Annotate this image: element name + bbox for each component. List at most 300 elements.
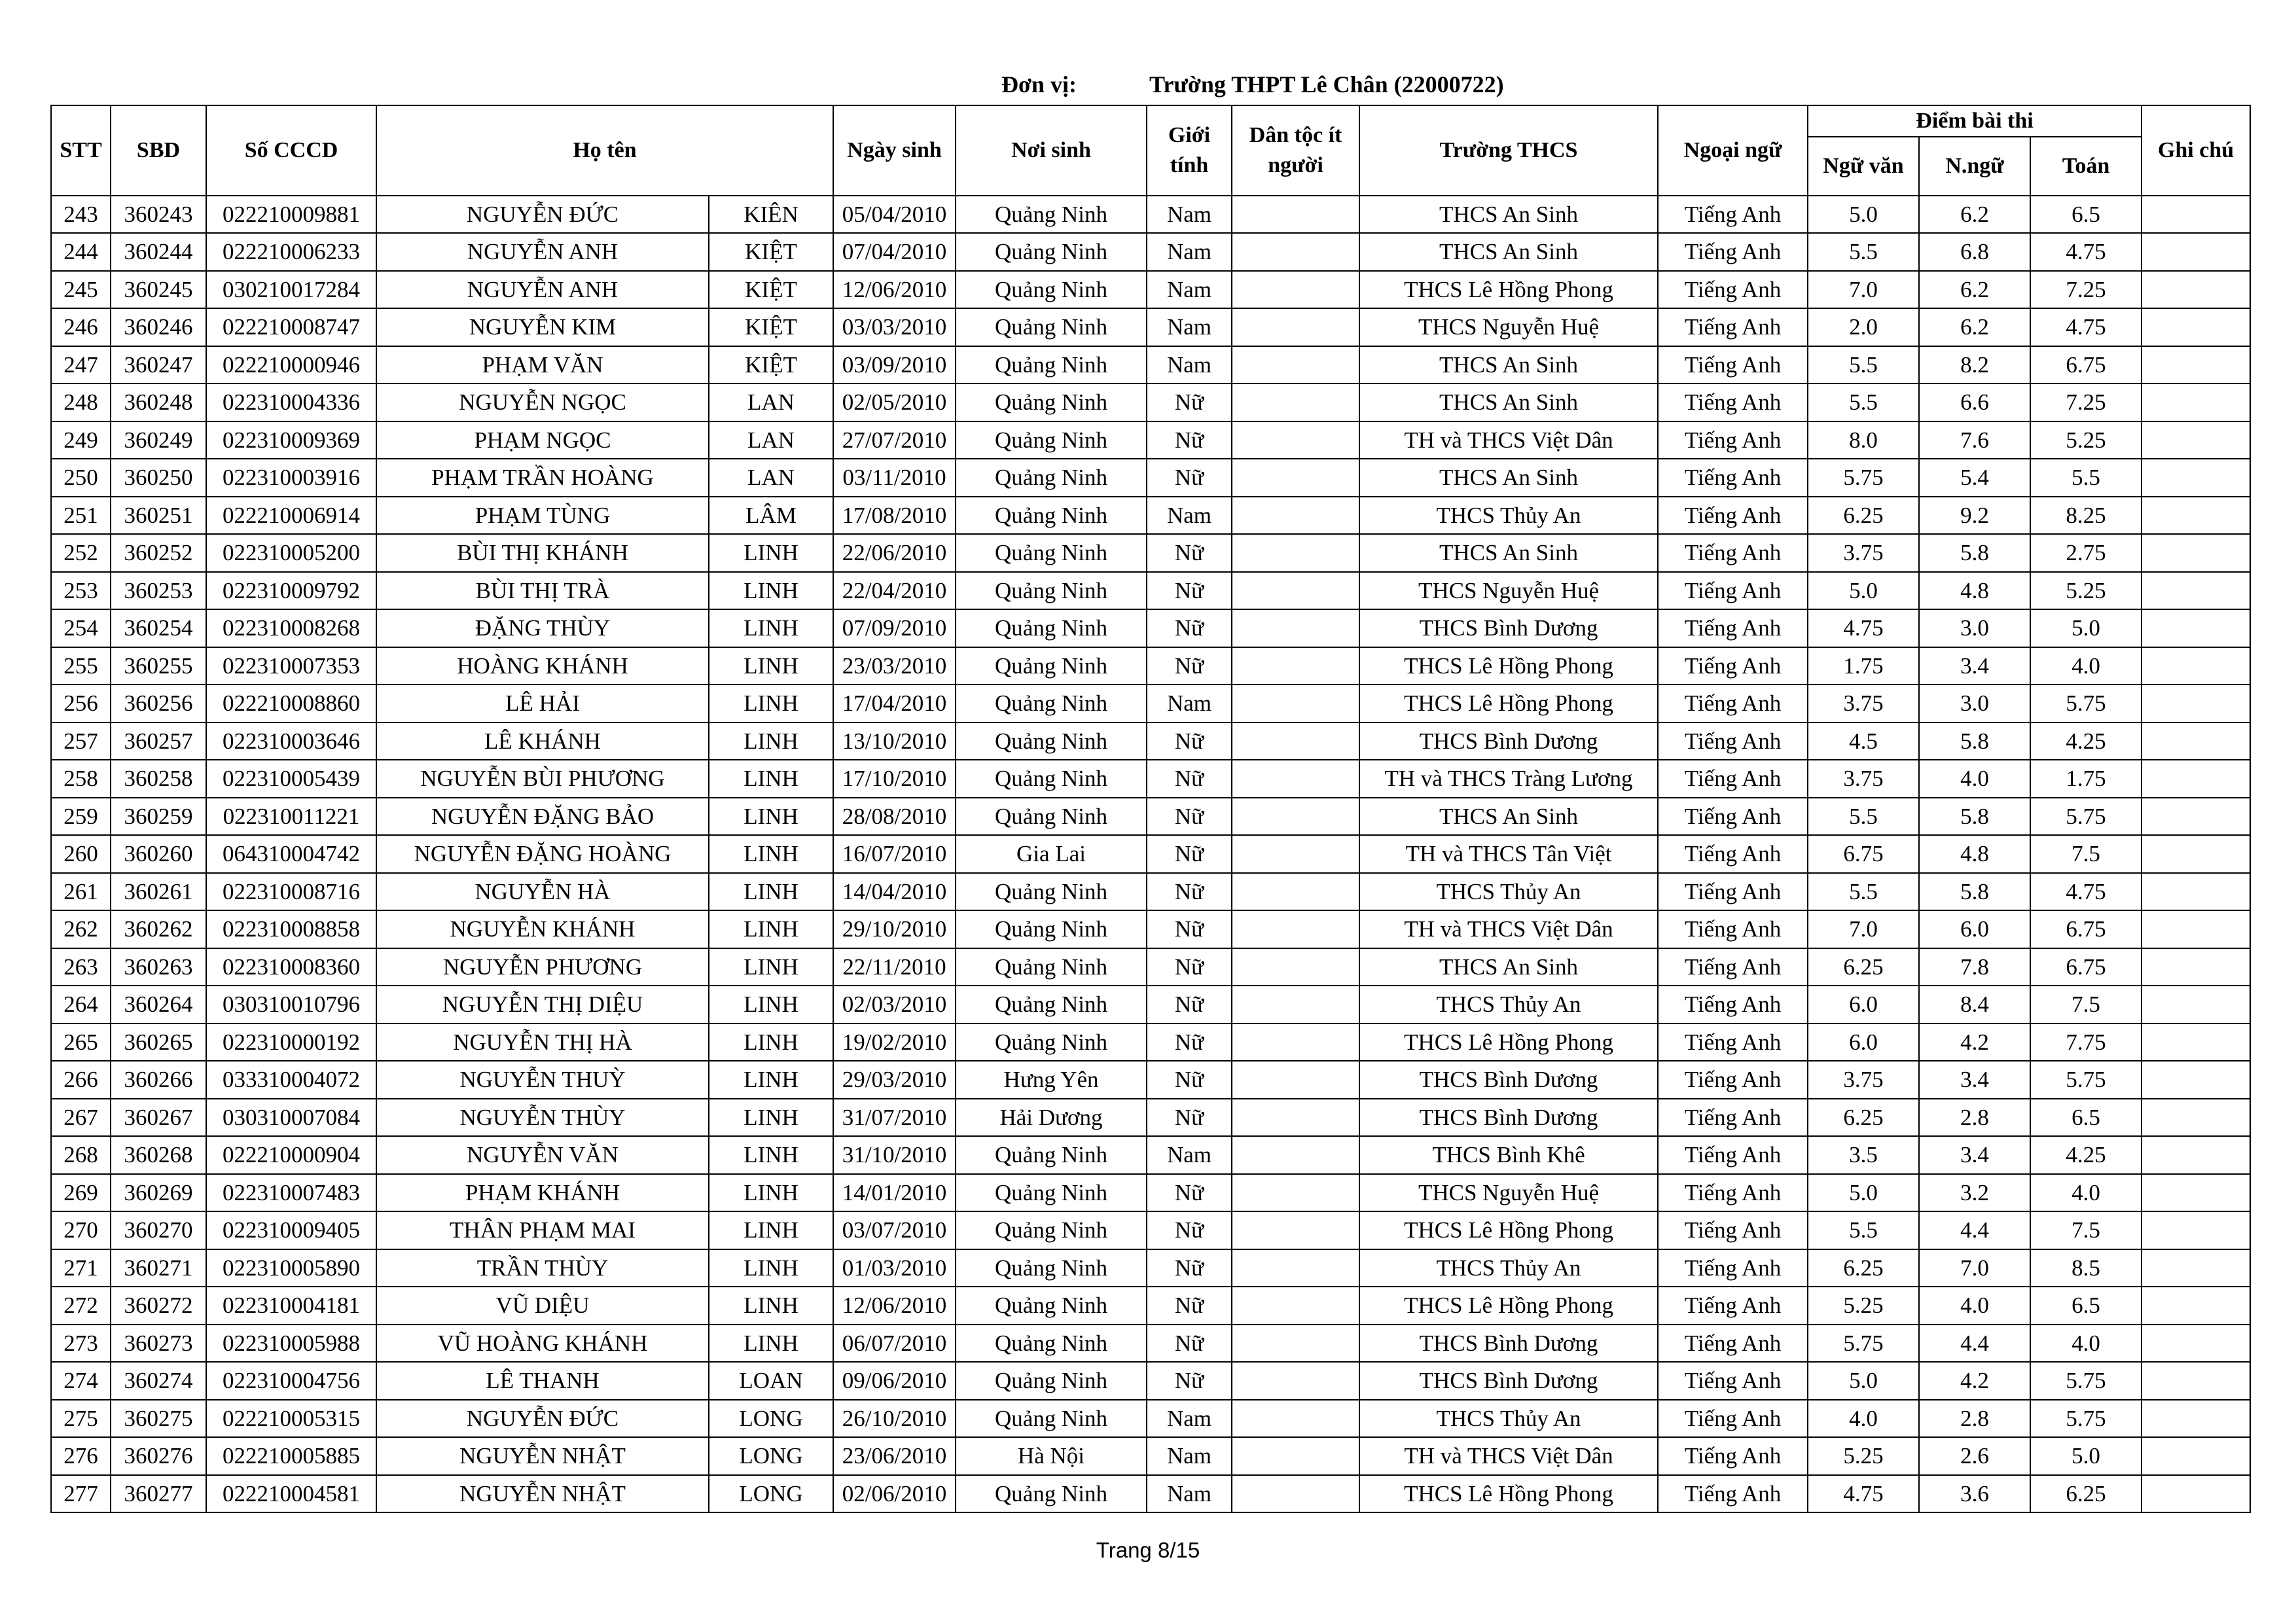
cell-literature-score: 6.25	[1808, 497, 1919, 535]
cell-given-name: LONG	[709, 1437, 833, 1475]
table-body	[51, 196, 2250, 1513]
cell-family-name: HOÀNG KHÁNH	[376, 647, 709, 685]
cell-lang: Tiếng Anh	[1658, 1099, 1808, 1137]
cell-note	[2142, 1362, 2250, 1400]
cell-sbd: 360257	[111, 722, 206, 760]
cell-math-score: 5.75	[2030, 685, 2142, 722]
cell-literature-score: 1.75	[1808, 647, 1919, 685]
cell-foreign-language-score: 4.2	[1919, 1024, 2030, 1061]
cell-math-score: 4.0	[2030, 647, 2142, 685]
cell-pob: Quảng Ninh	[956, 1400, 1147, 1438]
cell-lang: Tiếng Anh	[1658, 647, 1808, 685]
cell-lang: Tiếng Anh	[1658, 1400, 1808, 1438]
cell-school: THCS Bình Dương	[1359, 1325, 1658, 1363]
cell-sbd: 360269	[111, 1174, 206, 1212]
cell-foreign-language-score: 3.4	[1919, 1061, 2030, 1099]
cell-ethnic	[1232, 685, 1359, 722]
cell-literature-score: 6.25	[1808, 1249, 1919, 1287]
cell-ethnic	[1232, 1437, 1359, 1475]
cell-sbd: 360276	[111, 1437, 206, 1475]
cell-math-score: 6.25	[2030, 1475, 2142, 1513]
cell-note	[2142, 497, 2250, 535]
cell-ethnic	[1232, 986, 1359, 1024]
cell-lang: Tiếng Anh	[1658, 873, 1808, 911]
cell-cccd: 022310008360	[206, 948, 376, 986]
cell-sbd: 360271	[111, 1249, 206, 1287]
cell-foreign-language-score: 3.0	[1919, 609, 2030, 647]
cell-cccd: 030310007084	[206, 1099, 376, 1137]
cell-cccd: 022310007353	[206, 647, 376, 685]
cell-family-name: NGUYỄN ĐẶNG BẢO	[376, 798, 709, 836]
cell-math-score: 7.75	[2030, 1024, 2142, 1061]
cell-gender: Nữ	[1147, 383, 1232, 421]
table-row	[51, 798, 2250, 836]
cell-math-score: 2.75	[2030, 534, 2142, 572]
cell-ethnic	[1232, 572, 1359, 610]
cell-note	[2142, 572, 2250, 610]
cell-sbd: 360245	[111, 271, 206, 309]
cell-literature-score: 6.25	[1808, 1099, 1919, 1137]
cell-ethnic	[1232, 647, 1359, 685]
cell-stt: 260	[51, 835, 111, 873]
cell-cccd: 022310004181	[206, 1287, 376, 1325]
cell-ethnic	[1232, 910, 1359, 948]
cell-lang: Tiếng Anh	[1658, 722, 1808, 760]
cell-ethnic	[1232, 1024, 1359, 1061]
cell-pob: Quảng Ninh	[956, 910, 1147, 948]
cell-lang: Tiếng Anh	[1658, 1362, 1808, 1400]
cell-cccd: 064310004742	[206, 835, 376, 873]
table-row	[51, 1325, 2250, 1363]
cell-sbd: 360277	[111, 1475, 206, 1513]
cell-sbd: 360266	[111, 1061, 206, 1099]
cell-lang: Tiếng Anh	[1658, 1287, 1808, 1325]
cell-gender: Nữ	[1147, 798, 1232, 836]
cell-pob: Quảng Ninh	[956, 497, 1147, 535]
cell-family-name: TRẦN THÙY	[376, 1249, 709, 1287]
cell-ethnic	[1232, 1249, 1359, 1287]
cell-literature-score: 3.75	[1808, 685, 1919, 722]
cell-lang: Tiếng Anh	[1658, 233, 1808, 271]
cell-literature-score: 5.5	[1808, 383, 1919, 421]
header-lang: Ngoại ngữ	[1658, 105, 1808, 196]
cell-dob: 23/06/2010	[833, 1437, 956, 1475]
cell-pob: Quảng Ninh	[956, 647, 1147, 685]
cell-literature-score: 5.25	[1808, 1287, 1919, 1325]
cell-sbd: 360274	[111, 1362, 206, 1400]
cell-pob: Quảng Ninh	[956, 986, 1147, 1024]
cell-pob: Quảng Ninh	[956, 196, 1147, 234]
cell-stt: 258	[51, 760, 111, 798]
table-row	[51, 760, 2250, 798]
cell-note	[2142, 1211, 2250, 1249]
cell-dob: 13/10/2010	[833, 722, 956, 760]
cell-stt: 271	[51, 1249, 111, 1287]
cell-foreign-language-score: 2.8	[1919, 1400, 2030, 1438]
cell-sbd: 360259	[111, 798, 206, 836]
header-foreign-language: N.ngữ	[1919, 137, 2030, 196]
cell-given-name: LAN	[709, 459, 833, 497]
cell-family-name: NGUYỄN NHẬT	[376, 1475, 709, 1513]
cell-math-score: 7.5	[2030, 835, 2142, 873]
cell-pob: Quảng Ninh	[956, 271, 1147, 309]
cell-literature-score: 3.5	[1808, 1136, 1919, 1174]
cell-note	[2142, 534, 2250, 572]
cell-stt: 252	[51, 534, 111, 572]
cell-math-score: 5.75	[2030, 798, 2142, 836]
page-number: Trang 8/15	[1096, 1538, 1200, 1562]
cell-stt: 275	[51, 1400, 111, 1438]
cell-gender: Nữ	[1147, 572, 1232, 610]
table-row	[51, 948, 2250, 986]
cell-pob: Quảng Ninh	[956, 572, 1147, 610]
cell-literature-score: 3.75	[1808, 1061, 1919, 1099]
cell-gender: Nữ	[1147, 948, 1232, 986]
cell-cccd: 022310008268	[206, 609, 376, 647]
header-gender: Giới tính	[1147, 105, 1232, 196]
cell-gender: Nam	[1147, 308, 1232, 346]
cell-family-name: NGUYỄN THỊ HÀ	[376, 1024, 709, 1061]
cell-family-name: PHẠM TÙNG	[376, 497, 709, 535]
cell-note	[2142, 1174, 2250, 1212]
cell-cccd: 022210009881	[206, 196, 376, 234]
cell-cccd: 022310004756	[206, 1362, 376, 1400]
header-math: Toán	[2030, 137, 2142, 196]
cell-gender: Nữ	[1147, 459, 1232, 497]
cell-school: THCS An Sinh	[1359, 196, 1658, 234]
table-row	[51, 609, 2250, 647]
cell-dob: 01/03/2010	[833, 1249, 956, 1287]
cell-lang: Tiếng Anh	[1658, 948, 1808, 986]
cell-stt: 276	[51, 1437, 111, 1475]
cell-stt: 248	[51, 383, 111, 421]
cell-note	[2142, 233, 2250, 271]
cell-stt: 254	[51, 609, 111, 647]
cell-note	[2142, 1437, 2250, 1475]
cell-math-score: 6.5	[2030, 1287, 2142, 1325]
cell-school: THCS Thủy An	[1359, 1249, 1658, 1287]
cell-given-name: LINH	[709, 948, 833, 986]
cell-dob: 27/07/2010	[833, 421, 956, 459]
cell-given-name: LINH	[709, 685, 833, 722]
cell-lang: Tiếng Anh	[1658, 383, 1808, 421]
cell-ethnic	[1232, 1325, 1359, 1363]
table-row	[51, 346, 2250, 384]
cell-note	[2142, 873, 2250, 911]
cell-foreign-language-score: 3.0	[1919, 685, 2030, 722]
cell-given-name: LONG	[709, 1475, 833, 1513]
cell-foreign-language-score: 4.2	[1919, 1362, 2030, 1400]
cell-ethnic	[1232, 1061, 1359, 1099]
cell-math-score: 4.25	[2030, 722, 2142, 760]
cell-dob: 29/10/2010	[833, 910, 956, 948]
cell-foreign-language-score: 4.0	[1919, 760, 2030, 798]
cell-sbd: 360275	[111, 1400, 206, 1438]
cell-pob: Quảng Ninh	[956, 346, 1147, 384]
cell-sbd: 360252	[111, 534, 206, 572]
cell-given-name: LINH	[709, 1211, 833, 1249]
cell-lang: Tiếng Anh	[1658, 1024, 1808, 1061]
cell-literature-score: 5.75	[1808, 459, 1919, 497]
cell-family-name: NGUYỄN ĐỨC	[376, 196, 709, 234]
cell-literature-score: 7.0	[1808, 271, 1919, 309]
cell-note	[2142, 1061, 2250, 1099]
cell-lang: Tiếng Anh	[1658, 497, 1808, 535]
cell-note	[2142, 1475, 2250, 1513]
cell-cccd: 022210000946	[206, 346, 376, 384]
cell-note	[2142, 271, 2250, 309]
cell-lang: Tiếng Anh	[1658, 1174, 1808, 1212]
cell-family-name: LÊ KHÁNH	[376, 722, 709, 760]
cell-lang: Tiếng Anh	[1658, 308, 1808, 346]
cell-stt: 274	[51, 1362, 111, 1400]
cell-ethnic	[1232, 383, 1359, 421]
table-row	[51, 1475, 2250, 1513]
cell-literature-score: 7.0	[1808, 910, 1919, 948]
cell-dob: 03/03/2010	[833, 308, 956, 346]
cell-foreign-language-score: 6.8	[1919, 233, 2030, 271]
cell-family-name: NGUYỄN THUỲ	[376, 1061, 709, 1099]
cell-foreign-language-score: 5.4	[1919, 459, 2030, 497]
cell-foreign-language-score: 4.8	[1919, 572, 2030, 610]
cell-given-name: LINH	[709, 609, 833, 647]
cell-cccd: 022310003646	[206, 722, 376, 760]
unit-label: Đơn vị:	[1001, 71, 1077, 98]
cell-math-score: 7.25	[2030, 383, 2142, 421]
cell-sbd: 360247	[111, 346, 206, 384]
cell-dob: 17/10/2010	[833, 760, 956, 798]
cell-sbd: 360273	[111, 1325, 206, 1363]
cell-ethnic	[1232, 948, 1359, 986]
cell-cccd: 022310003916	[206, 459, 376, 497]
cell-foreign-language-score: 6.2	[1919, 196, 2030, 234]
cell-cccd: 022310008716	[206, 873, 376, 911]
cell-school: THCS Thủy An	[1359, 497, 1658, 535]
cell-given-name: KIỆT	[709, 233, 833, 271]
cell-school: TH và THCS Việt Dân	[1359, 910, 1658, 948]
cell-family-name: NGUYỄN KIM	[376, 308, 709, 346]
cell-gender: Nữ	[1147, 1099, 1232, 1137]
cell-pob: Quảng Ninh	[956, 1136, 1147, 1174]
cell-ethnic	[1232, 835, 1359, 873]
cell-school: THCS An Sinh	[1359, 534, 1658, 572]
cell-lang: Tiếng Anh	[1658, 1325, 1808, 1363]
cell-dob: 17/08/2010	[833, 497, 956, 535]
cell-foreign-language-score: 6.2	[1919, 308, 2030, 346]
cell-math-score: 6.75	[2030, 910, 2142, 948]
cell-math-score: 5.25	[2030, 421, 2142, 459]
cell-note	[2142, 722, 2250, 760]
cell-school: THCS An Sinh	[1359, 346, 1658, 384]
table-row	[51, 1024, 2250, 1061]
cell-foreign-language-score: 7.0	[1919, 1249, 2030, 1287]
cell-ethnic	[1232, 534, 1359, 572]
cell-foreign-language-score: 4.4	[1919, 1211, 2030, 1249]
cell-stt: 255	[51, 647, 111, 685]
cell-pob: Quảng Ninh	[956, 798, 1147, 836]
cell-school: THCS Lê Hồng Phong	[1359, 1287, 1658, 1325]
cell-literature-score: 4.5	[1808, 722, 1919, 760]
cell-pob: Quảng Ninh	[956, 948, 1147, 986]
cell-cccd: 022310005988	[206, 1325, 376, 1363]
cell-gender: Nữ	[1147, 835, 1232, 873]
cell-ethnic	[1232, 421, 1359, 459]
cell-sbd: 360256	[111, 685, 206, 722]
cell-literature-score: 4.75	[1808, 1475, 1919, 1513]
cell-gender: Nam	[1147, 346, 1232, 384]
table-row	[51, 459, 2250, 497]
cell-pob: Gia Lai	[956, 835, 1147, 873]
header-pob: Nơi sinh	[956, 105, 1147, 196]
cell-note	[2142, 421, 2250, 459]
cell-ethnic	[1232, 1287, 1359, 1325]
cell-note	[2142, 1325, 2250, 1363]
cell-ethnic	[1232, 798, 1359, 836]
cell-stt: 273	[51, 1325, 111, 1363]
cell-school: TH và THCS Việt Dân	[1359, 421, 1658, 459]
cell-stt: 244	[51, 233, 111, 271]
cell-cccd: 022210006233	[206, 233, 376, 271]
cell-dob: 09/06/2010	[833, 1362, 956, 1400]
table-row	[51, 196, 2250, 234]
cell-lang: Tiếng Anh	[1658, 346, 1808, 384]
cell-literature-score: 8.0	[1808, 421, 1919, 459]
cell-ethnic	[1232, 1211, 1359, 1249]
cell-sbd: 360246	[111, 308, 206, 346]
cell-math-score: 5.75	[2030, 1061, 2142, 1099]
cell-ethnic	[1232, 1099, 1359, 1137]
cell-given-name: KIÊN	[709, 196, 833, 234]
cell-stt: 265	[51, 1024, 111, 1061]
cell-dob: 07/09/2010	[833, 609, 956, 647]
cell-lang: Tiếng Anh	[1658, 986, 1808, 1024]
cell-given-name: LINH	[709, 1287, 833, 1325]
cell-sbd: 360258	[111, 760, 206, 798]
cell-lang: Tiếng Anh	[1658, 271, 1808, 309]
cell-dob: 05/04/2010	[833, 196, 956, 234]
table-row	[51, 1136, 2250, 1174]
cell-family-name: LÊ HẢI	[376, 685, 709, 722]
cell-ethnic	[1232, 722, 1359, 760]
cell-note	[2142, 760, 2250, 798]
cell-family-name: NGUYỄN PHƯƠNG	[376, 948, 709, 986]
table-row	[51, 1174, 2250, 1212]
cell-note	[2142, 1136, 2250, 1174]
cell-gender: Nữ	[1147, 873, 1232, 911]
cell-gender: Nữ	[1147, 609, 1232, 647]
cell-note	[2142, 383, 2250, 421]
unit-name: Trường THPT Lê Chân (22000722)	[1149, 71, 1504, 98]
cell-foreign-language-score: 4.8	[1919, 835, 2030, 873]
header-school: Trường THCS	[1359, 105, 1658, 196]
cell-school: THCS Lê Hồng Phong	[1359, 647, 1658, 685]
cell-pob: Quảng Ninh	[956, 1211, 1147, 1249]
cell-lang: Tiếng Anh	[1658, 1249, 1808, 1287]
cell-gender: Nữ	[1147, 1287, 1232, 1325]
cell-cccd: 033310004072	[206, 1061, 376, 1099]
cell-school: THCS An Sinh	[1359, 948, 1658, 986]
cell-dob: 22/11/2010	[833, 948, 956, 986]
cell-literature-score: 6.0	[1808, 1024, 1919, 1061]
cell-note	[2142, 308, 2250, 346]
cell-school: THCS An Sinh	[1359, 459, 1658, 497]
cell-pob: Quảng Ninh	[956, 1287, 1147, 1325]
cell-foreign-language-score: 3.6	[1919, 1475, 2030, 1513]
cell-foreign-language-score: 9.2	[1919, 497, 2030, 535]
cell-literature-score: 5.5	[1808, 233, 1919, 271]
cell-ethnic	[1232, 459, 1359, 497]
cell-stt: 263	[51, 948, 111, 986]
header-sbd: SBD	[111, 105, 206, 196]
cell-stt: 270	[51, 1211, 111, 1249]
cell-gender: Nữ	[1147, 421, 1232, 459]
cell-dob: 03/11/2010	[833, 459, 956, 497]
cell-lang: Tiếng Anh	[1658, 685, 1808, 722]
cell-given-name: LINH	[709, 986, 833, 1024]
cell-gender: Nam	[1147, 685, 1232, 722]
cell-gender: Nữ	[1147, 1061, 1232, 1099]
cell-lang: Tiếng Anh	[1658, 196, 1808, 234]
cell-family-name: LÊ THANH	[376, 1362, 709, 1400]
table-row	[51, 873, 2250, 911]
cell-literature-score: 6.75	[1808, 835, 1919, 873]
cell-literature-score: 5.5	[1808, 346, 1919, 384]
cell-cccd: 022310005200	[206, 534, 376, 572]
cell-math-score: 7.5	[2030, 1211, 2142, 1249]
cell-family-name: BÙI THỊ TRÀ	[376, 572, 709, 610]
cell-pob: Quảng Ninh	[956, 421, 1147, 459]
cell-family-name: NGUYỄN VĂN	[376, 1136, 709, 1174]
cell-literature-score: 4.0	[1808, 1400, 1919, 1438]
cell-pob: Hà Nội	[956, 1437, 1147, 1475]
cell-stt: 253	[51, 572, 111, 610]
cell-lang: Tiếng Anh	[1658, 1475, 1808, 1513]
cell-school: TH và THCS Tràng Lương	[1359, 760, 1658, 798]
cell-dob: 07/04/2010	[833, 233, 956, 271]
cell-foreign-language-score: 7.8	[1919, 948, 2030, 986]
cell-math-score: 4.0	[2030, 1174, 2142, 1212]
cell-literature-score: 2.0	[1808, 308, 1919, 346]
cell-gender: Nam	[1147, 1400, 1232, 1438]
cell-school: THCS Bình Dương	[1359, 609, 1658, 647]
cell-math-score: 7.25	[2030, 271, 2142, 309]
score-table	[50, 105, 2251, 1513]
cell-note	[2142, 685, 2250, 722]
cell-given-name: LONG	[709, 1400, 833, 1438]
cell-lang: Tiếng Anh	[1658, 798, 1808, 836]
cell-dob: 02/06/2010	[833, 1475, 956, 1513]
cell-cccd: 022210008860	[206, 685, 376, 722]
cell-stt: 259	[51, 798, 111, 836]
cell-given-name: LINH	[709, 910, 833, 948]
cell-cccd: 022210000904	[206, 1136, 376, 1174]
cell-gender: Nam	[1147, 233, 1232, 271]
cell-sbd: 360243	[111, 196, 206, 234]
cell-sbd: 360262	[111, 910, 206, 948]
cell-literature-score: 5.5	[1808, 798, 1919, 836]
cell-note	[2142, 196, 2250, 234]
cell-foreign-language-score: 8.2	[1919, 346, 2030, 384]
cell-school: TH và THCS Việt Dân	[1359, 1437, 1658, 1475]
cell-gender: Nữ	[1147, 1362, 1232, 1400]
cell-school: THCS An Sinh	[1359, 233, 1658, 271]
cell-family-name: PHẠM KHÁNH	[376, 1174, 709, 1212]
cell-math-score: 8.5	[2030, 1249, 2142, 1287]
table-row	[51, 271, 2250, 309]
cell-pob: Quảng Ninh	[956, 383, 1147, 421]
cell-sbd: 360268	[111, 1136, 206, 1174]
header-literature: Ngữ văn	[1808, 137, 1919, 196]
